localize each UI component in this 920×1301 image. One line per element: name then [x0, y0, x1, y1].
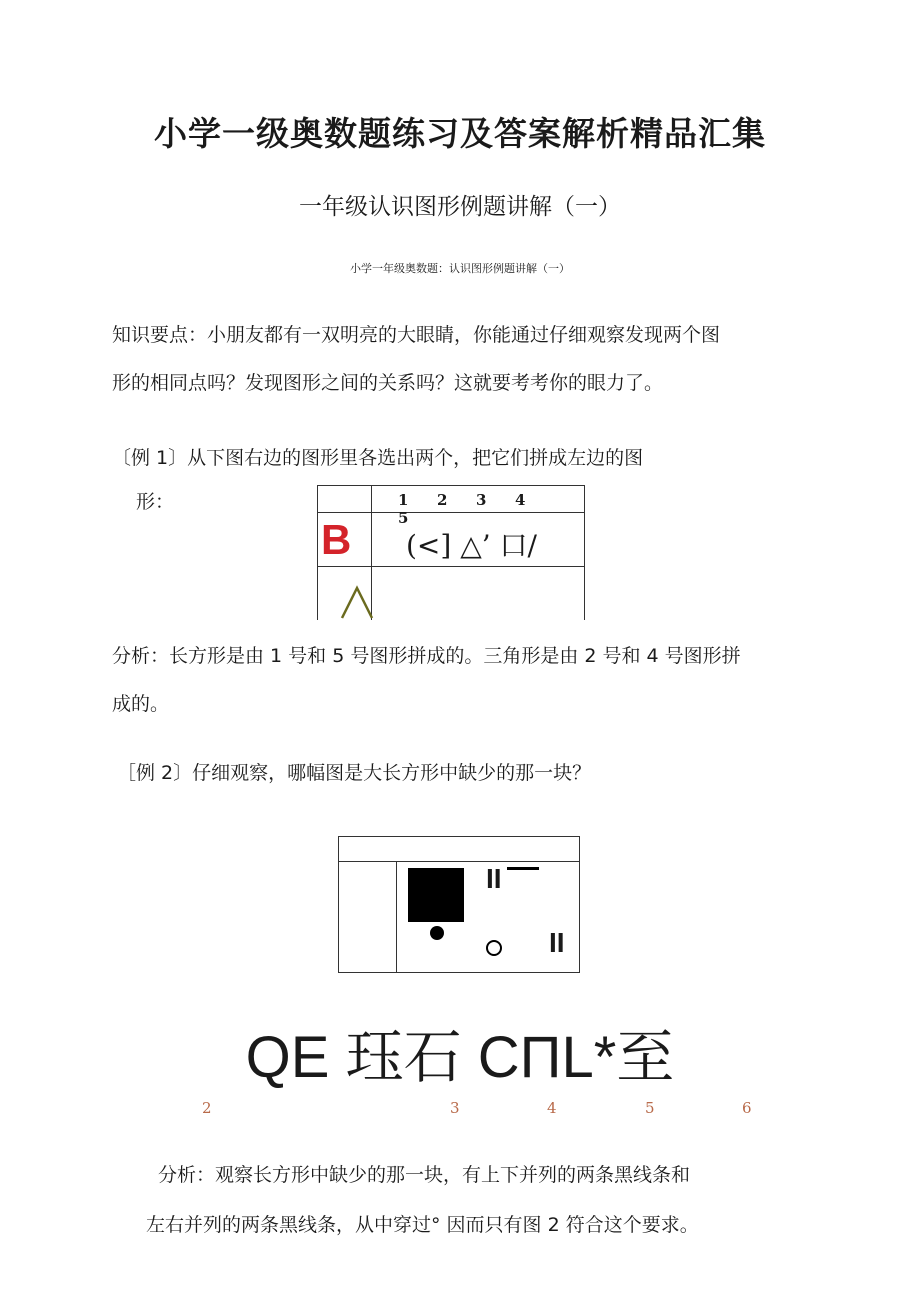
shape-number-row — [398, 491, 584, 527]
big-letter-b: B — [321, 516, 352, 563]
dash-line-icon — [507, 867, 539, 870]
example1-line-1: 〔例 1〕从下图右边的图形里各选出两个，把它们拼成左边的图 — [112, 447, 644, 469]
answer-options: QE 珏石 CΠL*至 — [245, 1025, 675, 1090]
option-number: 2 — [202, 1099, 212, 1117]
shape-number: 5 — [398, 509, 409, 527]
option-number: 5 — [645, 1099, 655, 1117]
analysis1-line-2: 成的。 — [112, 693, 170, 715]
shape-number: 3 — [476, 491, 487, 509]
document-title: 小学一级奥数题练习及答案解析精品汇集 — [154, 114, 766, 153]
black-square-icon — [408, 868, 464, 922]
table-divider-horizontal — [318, 566, 584, 567]
example1-line-2: 形： — [136, 491, 175, 513]
analysis1-line-1: 分析：长方形是由 1 号和 5 号图形拼成的。三角形是由 2 号和 4 号图形拼 — [112, 645, 741, 667]
option-number: 6 — [742, 1099, 752, 1117]
shape-number: 4 — [515, 491, 526, 509]
small-heading: 小学一年级奥数题：认识图形例题讲解（一） — [350, 262, 570, 275]
triangle-icon — [340, 584, 374, 620]
analysis2-line-2: 左右并列的两条黑线条，从中穿过° 因而只有图 2 符合这个要求。 — [146, 1214, 699, 1236]
knowledge-line-1: 知识要点：小朋友都有一双明亮的大眼睛，你能通过仔细观察发现两个图 — [112, 324, 721, 346]
knowledge-line-2: 形的相同点吗？发现图形之间的关系吗？这就要考考你的眼力了。 — [112, 372, 664, 394]
big-rectangle-figure — [338, 836, 580, 973]
shape-number: 1 — [398, 491, 409, 509]
rectangle-divider-horizontal — [339, 861, 579, 862]
double-bar-icon: II — [549, 927, 565, 958]
analysis2-line-1: 分析：观察长方形中缺少的那一块，有上下并列的两条黑线条和 — [158, 1164, 691, 1186]
option-number: 4 — [547, 1099, 557, 1117]
circle-outline-icon — [486, 940, 502, 956]
rectangle-divider-vertical — [396, 861, 397, 972]
candidate-shapes: (<] △’ 口/ — [406, 529, 537, 562]
double-bar-icon: II — [486, 863, 502, 894]
document-subtitle: 一年级认识图形例题讲解（一） — [299, 194, 621, 220]
black-dot-icon — [430, 926, 444, 940]
option-number: 3 — [450, 1099, 460, 1117]
example2-line-1: ［例 2〕仔细观察，哪幅图是大长方形中缺少的那一块？ — [117, 762, 592, 784]
shape-number: 2 — [437, 491, 448, 509]
example1-figure-table — [317, 485, 585, 620]
